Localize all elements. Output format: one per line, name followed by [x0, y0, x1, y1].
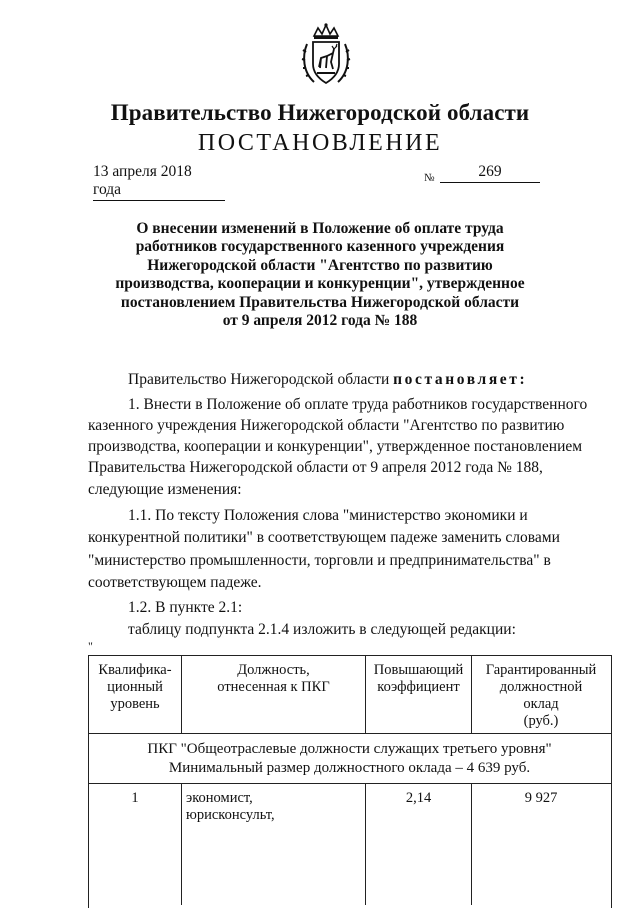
- table-cell-coefficient: 2,14: [405, 790, 432, 806]
- paragraph-line: казенного учреждения Нижегородской области "Агентство по развитию: [88, 417, 565, 434]
- government-title: Правительство Нижегородской области: [110, 100, 530, 125]
- paragraph-line: 1.1. По тексту Положения слова "министерство экономики и: [128, 507, 528, 524]
- document-number-label: №: [424, 172, 435, 184]
- paragraph-line: 1.2. В пункте 2.1:: [128, 599, 243, 616]
- resolution-heading: [100, 220, 540, 330]
- document-type: ПОСТАНОВЛЕНИЕ: [197, 130, 443, 156]
- paragraph-line: следующие изменения:: [88, 481, 242, 498]
- table-cell-level: 1: [131, 790, 139, 806]
- paragraph-line: Правительства Нижегородской области от 9 апреля 2012 года № 188,: [88, 459, 543, 476]
- paragraph-line: 1. Внести в Положение об оплате труда работников государственного: [128, 396, 588, 413]
- intro-text: Правительство Нижегородской области: [128, 371, 390, 388]
- document-number: 269: [440, 163, 540, 183]
- quote-mark: ": [88, 639, 93, 653]
- resolves-word: постановляет:: [393, 371, 528, 388]
- intro-paragraph: [128, 370, 527, 390]
- paragraph-line: "министерство промышленности, торговли и предпринимательства" в: [88, 552, 551, 569]
- paragraph-line: производства, кооперации и конкуренции", утвержденное постановлением: [88, 438, 583, 455]
- paragraph-line: конкурентной политики" в соответствующем падеже заменить словами: [88, 529, 560, 546]
- paragraph-line: таблицу подпункта 2.1.4 изложить в следующей редакции:: [128, 621, 516, 638]
- paragraph-line: соответствующем падеже.: [88, 574, 262, 591]
- table-header-level: Квалифика- ционный уровень: [98, 662, 172, 712]
- table-cell-salary: 9 927: [524, 790, 558, 806]
- coat-of-arms-icon: [300, 22, 352, 88]
- table-header-position: Должность, отнесенная к ПКГ: [217, 662, 330, 695]
- heading-line: О внесении изменений в Положение об оплате труда: [136, 220, 504, 237]
- heading-line: постановлением Правительства Нижегородской области: [120, 293, 520, 311]
- table-header-salary: Гарантированный должностной оклад (руб.): [485, 662, 597, 729]
- heading-line: производства, кооперации и конкуренции", утвержденное: [115, 275, 525, 293]
- document-date: 13 апреля 2018 года: [93, 163, 225, 201]
- heading-line: от 9 апреля 2012 года № 188: [222, 312, 418, 330]
- table-header-coefficient: Повышающий коэффициент: [373, 662, 464, 695]
- heading-line: Нижегородской области "Агентство по развитию: [147, 256, 493, 274]
- heading-line: работников государственного казенного учреждения: [135, 238, 505, 256]
- table-cell-positions: экономист, юрисконсульт,: [186, 790, 275, 823]
- table-group-row: ПКГ "Общеотраслевые должности служащих третьего уровня" Минимальный размер должностного оклада – 4 639 руб.: [147, 741, 552, 776]
